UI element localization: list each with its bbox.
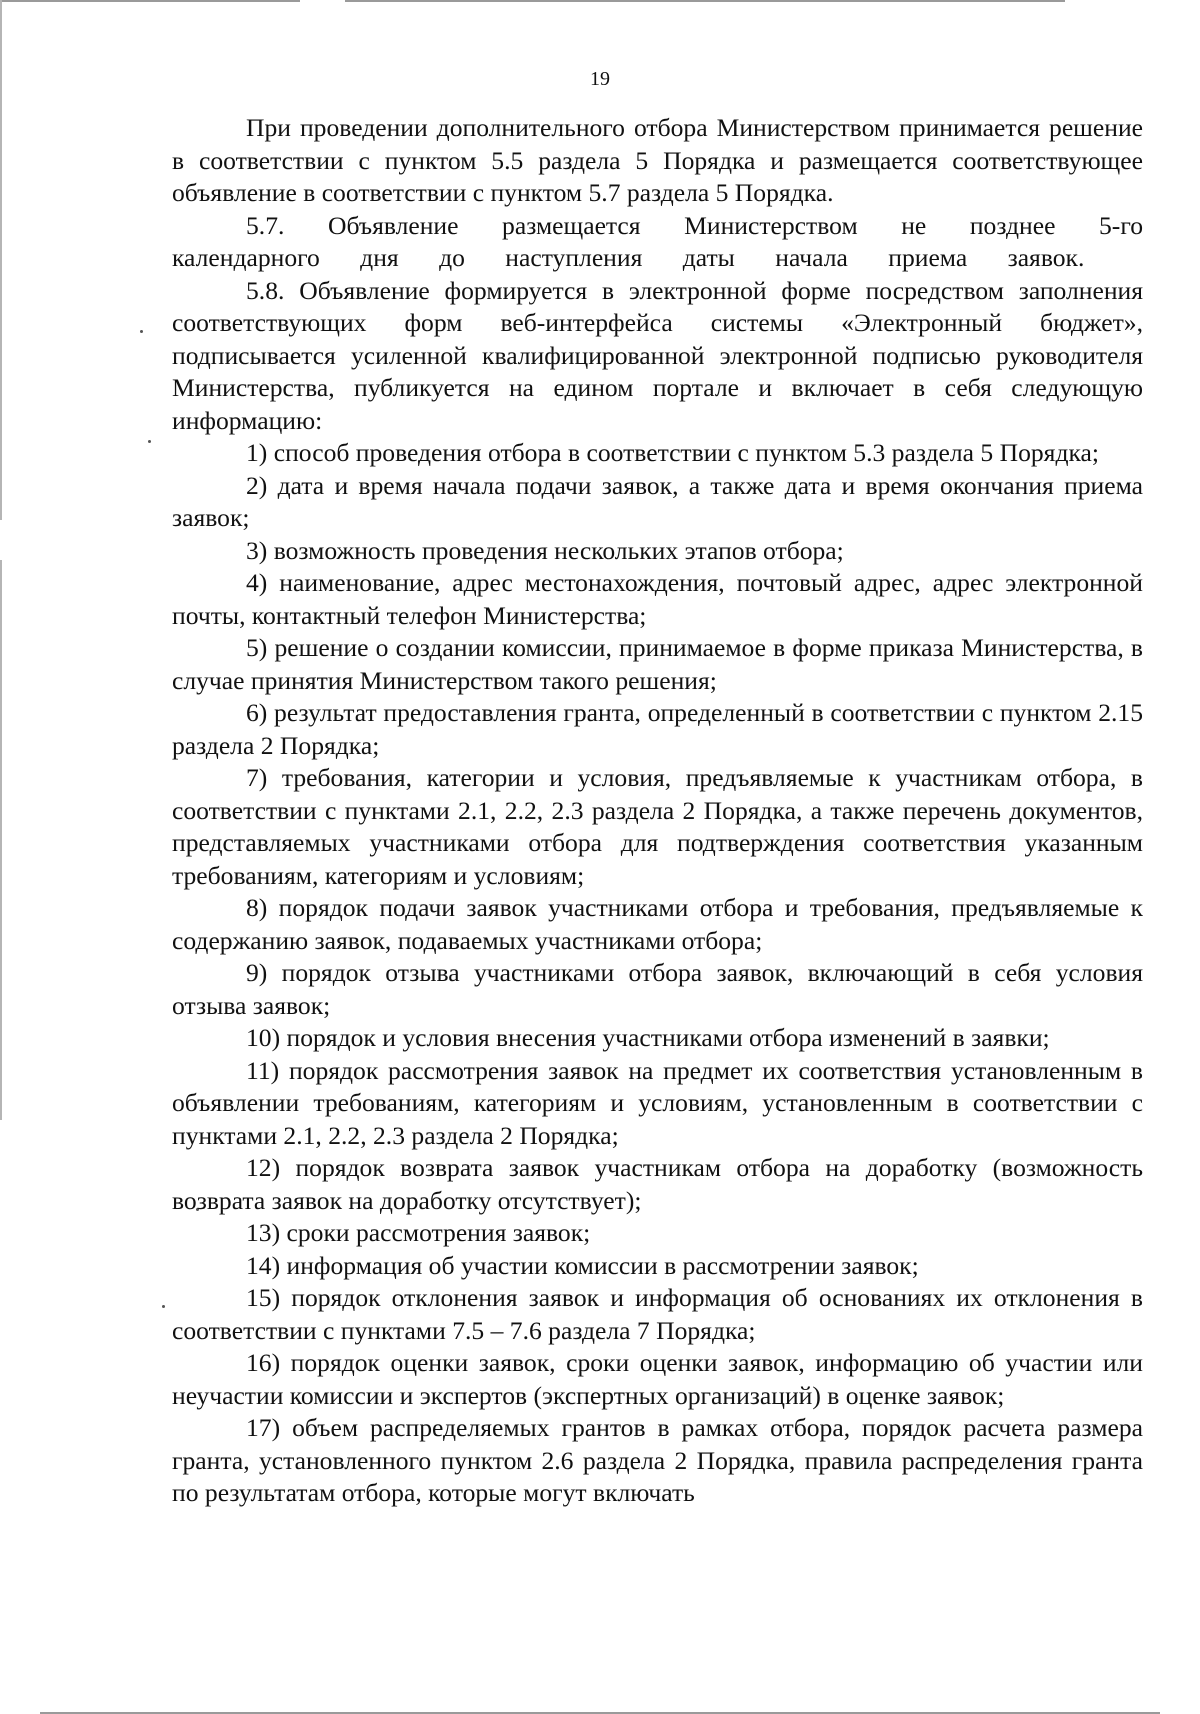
paragraph: 12) порядок возврата заявок участникам отбора на доработку (возможность возврата заявок на доработку отсутствует);	[172, 1153, 1143, 1215]
paragraph: 7) требования, категории и условия, предъявляемые к участникам отбора, в соответствии с пунктами 2.1, 2.2, 2.3 раздела 2 Порядка, а также перечень документов, представляемых участниками отбора для подтверждения соответствия указанным требованиям, категориям и условиям;	[172, 763, 1143, 890]
paragraph: 2) дата и время начала подачи заявок, а также дата и время окончания приема заявок;	[172, 470, 1143, 532]
scan-border-top	[345, 0, 1065, 2]
document-body	[172, 112, 1143, 1510]
paragraph: 5.8. Объявление формируется в электронной форме посредством заполнения соответствующих форм веб-интерфейса системы «Электронный бюджет», подписывается усиленной квалифицированной электронной подписью руководителя Министерства, публикуется на едином портале и включает в себя следующую информацию:	[172, 275, 1143, 435]
paragraph: 17) объем распределяемых грантов в рамках отбора, порядок расчета размера гранта, установленного пунктом 2.6 раздела 2 Порядка, правила распределения гранта по результатам отбора, которые могут включать	[172, 1413, 1143, 1507]
paragraph: 4) наименование, адрес местонахождения, почтовый адрес, адрес электронной почты, контактный телефон Министерства;	[172, 568, 1143, 630]
scan-speck	[140, 330, 143, 333]
paragraph: 14) информация об участии комиссии в рассмотрении заявок;	[246, 1250, 919, 1280]
paragraph: 16) порядок оценки заявок, сроки оценки заявок, информацию об участии или неучастии комиссии и экспертов (экспертных организаций) в оценке заявок;	[172, 1348, 1143, 1410]
scan-border-left	[0, 560, 2, 1120]
paragraph: 9) порядок отзыва участниками отбора заявок, включающий в себя условия отзыва заявок;	[172, 958, 1143, 1020]
paragraph: 3) возможность проведения нескольких этапов отбора;	[246, 535, 844, 565]
paragraph: 13) сроки рассмотрения заявок;	[246, 1218, 591, 1247]
scan-speck	[148, 440, 151, 443]
paragraph: 6) результат предоставления гранта, определенный в соответствии с пунктом 2.15 раздела 2 Порядка;	[172, 698, 1143, 760]
page-number: 19	[590, 68, 610, 90]
paragraph: 11) порядок рассмотрения заявок на предмет их соответствия установленным в объявлении требованиям, категориям и условиям, установленным в соответствии с пунктами 2.1, 2.2, 2.3 раздела 2 Порядка;	[172, 1055, 1143, 1150]
paragraph: 15) порядок отклонения заявок и информация об основаниях их отклонения в соответствии с пунктами 7.5 – 7.6 раздела 7 Порядка;	[172, 1283, 1143, 1345]
paragraph: 1) способ проведения отбора в соответствии с пунктом 5.3 раздела 5 Порядка;	[246, 438, 1099, 467]
paragraph: При проведении дополнительного отбора Министерством принимается решение в соответствии с пунктом 5.5 раздела 5 Порядка и размещается соответствующее объявление в соответствии с пунктом 5.7 раздела 5 Порядка.	[172, 113, 1143, 207]
paragraph: 5) решение о создании комиссии, принимаемое в форме приказа Министерства, в случае принятия Министерством такого решения;	[172, 633, 1143, 695]
paragraph: 5.7. Объявление размещается Министерством не позднее 5-го календарного дня до наступления даты начала приема заявок.	[172, 210, 1143, 272]
paragraph: 10) порядок и условия внесения участниками отбора изменений в заявки;	[246, 1023, 1050, 1052]
scan-border-top	[0, 0, 300, 2]
scan-speck	[162, 1305, 165, 1308]
paragraph: 8) порядок подачи заявок участниками отбора и требования, предъявляемые к содержанию заявок, подаваемых участниками отбора;	[172, 893, 1143, 955]
